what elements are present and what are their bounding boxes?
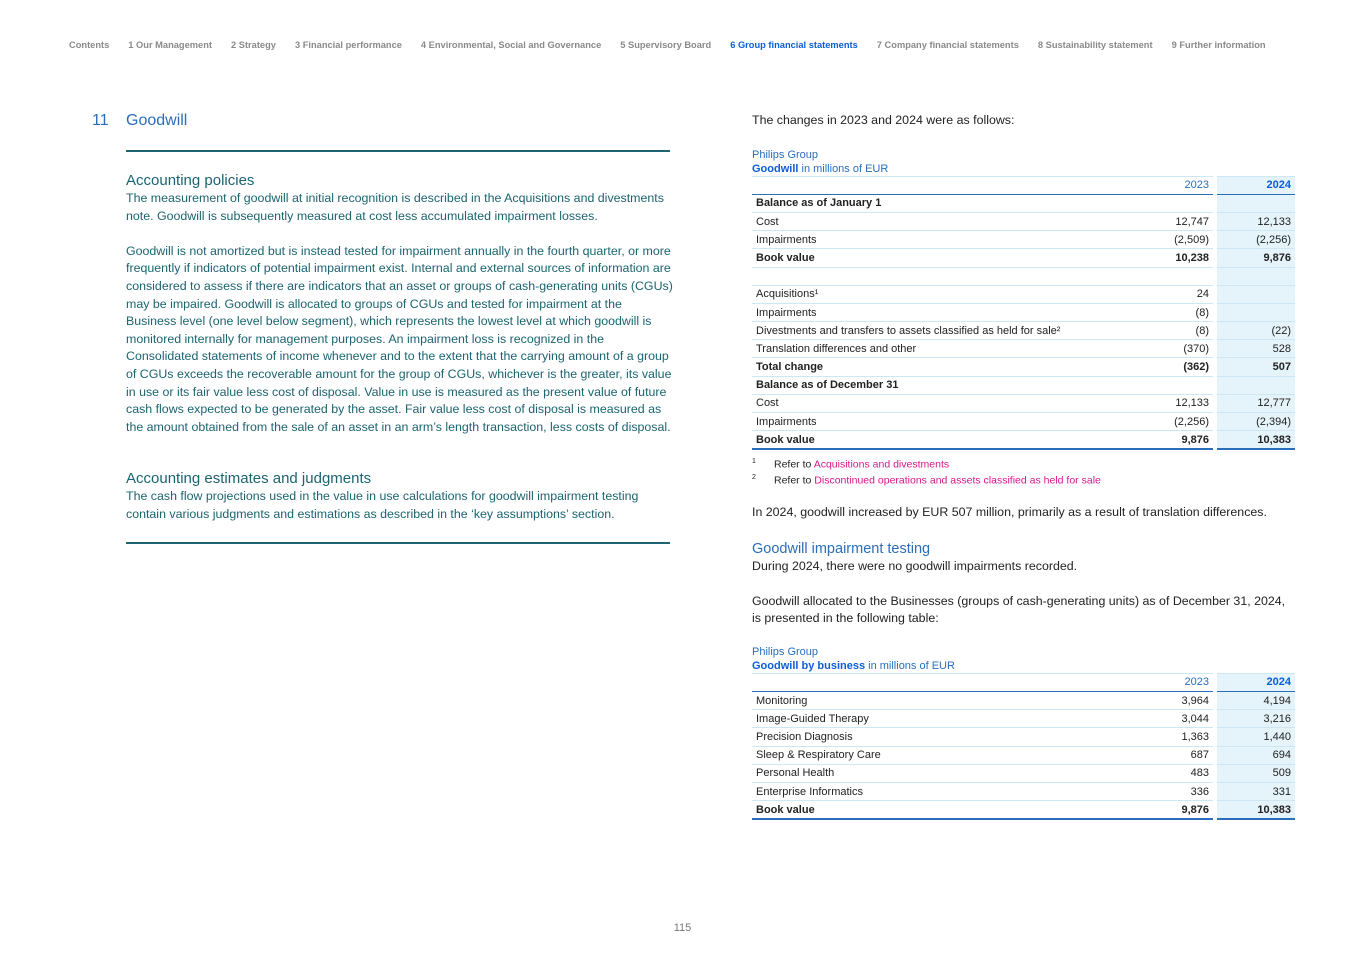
cell-value: (8) (1135, 322, 1215, 340)
cell-value: 12,133 (1215, 212, 1295, 230)
cell-value (1215, 285, 1295, 303)
cell-value: (2,509) (1135, 231, 1215, 249)
table-row (752, 358, 1295, 376)
intro-text: The changes in 2023 and 2024 were as follows: (752, 113, 1015, 127)
nav-item[interactable]: 6 Group financial statements (730, 40, 858, 50)
testing-heading: Goodwill impairment testing (752, 540, 931, 557)
cell-value: 3,216 (1215, 710, 1295, 728)
cell-value (1135, 376, 1215, 394)
col-2023: 2023 (1135, 176, 1215, 194)
cell-value: (370) (1135, 340, 1215, 358)
testing-paragraph-1: During 2024, there were no goodwill impairments recorded. (752, 558, 1078, 573)
divider (126, 150, 670, 152)
row-label: Cost (752, 394, 1135, 412)
nav-item[interactable]: 2 Strategy (231, 40, 276, 50)
footnote-text: Refer to (774, 474, 815, 487)
divider (126, 542, 670, 544)
section-title: Goodwill (126, 112, 188, 129)
table-row (752, 746, 1295, 764)
testing-paragraph-2: Goodwill allocated to the Businesses (groups of cash-generating units) as of December 31, 2024, is presented in the following table: (752, 593, 1286, 626)
table-unit: in millions of EUR (798, 162, 889, 175)
table-title-bold: Goodwill by business (752, 659, 866, 672)
row-label: Acquisitions¹ (752, 285, 1135, 303)
cell-value: 509 (1215, 764, 1295, 782)
cell-value (1215, 267, 1295, 285)
cell-value: 3,964 (1135, 692, 1215, 710)
table-title (752, 659, 1295, 673)
table-group: Philips Group (752, 645, 819, 658)
row-label: Book value (752, 801, 1135, 819)
cell-value: 1,440 (1215, 728, 1295, 746)
cell-value: 687 (1135, 746, 1215, 764)
nav-item[interactable]: 8 Sustainability statement (1037, 40, 1153, 50)
footnote-link[interactable]: Acquisitions and divestments (813, 458, 950, 471)
row-label: Impairments (752, 303, 1135, 321)
row-label: Divestments and transfers to assets classified as held for sale² (752, 322, 1135, 340)
goodwill-table-caption (752, 148, 1295, 176)
cell-value: 331 (1215, 783, 1295, 801)
cell-value: 24 (1135, 285, 1215, 303)
cell-value: 9,876 (1135, 431, 1215, 449)
cell-value: (8) (1135, 303, 1215, 321)
cell-value (1135, 194, 1215, 212)
right-column (752, 112, 1295, 820)
row-label: Impairments (752, 231, 1135, 249)
footnote-text: Refer to (774, 458, 814, 471)
row-label: Sleep & Respiratory Care (752, 746, 1135, 764)
cell-value: (22) (1215, 322, 1295, 340)
nav-item[interactable]: Contents (69, 40, 110, 50)
table-row (752, 783, 1295, 801)
table-row (752, 249, 1295, 267)
table-row (752, 710, 1295, 728)
nav-item[interactable]: 9 Further information (1171, 40, 1266, 50)
cell-value: 10,238 (1135, 249, 1215, 267)
table-row (752, 394, 1295, 412)
nav-item[interactable]: 1 Our Management (128, 40, 212, 50)
footnote (752, 455, 1295, 472)
cell-value: 336 (1135, 783, 1215, 801)
col-2024: 2024 (1215, 176, 1295, 194)
table-row (752, 212, 1295, 230)
row-label: Total change (752, 358, 1135, 376)
table-row (752, 413, 1295, 431)
cell-value (1215, 376, 1295, 394)
footnote (752, 471, 1295, 488)
cell-value (1135, 267, 1215, 285)
row-label: Translation differences and other (752, 340, 1135, 358)
cell-value: 528 (1215, 340, 1295, 358)
top-navigation (69, 40, 1285, 50)
table-row (752, 285, 1295, 303)
table-row (752, 303, 1295, 321)
estimates-heading: Accounting estimates and judgments (126, 470, 372, 487)
nav-item[interactable]: 4 Environmental, Social and Governance (420, 40, 602, 50)
cell-value: 3,044 (1135, 710, 1215, 728)
cell-value: 4,194 (1215, 692, 1295, 710)
table-row (752, 376, 1295, 394)
table-row (752, 231, 1295, 249)
row-label: Book value (752, 249, 1135, 267)
increase-text: In 2024, goodwill increased by EUR 507 million, primarily as a result of translation differences. (752, 504, 1267, 519)
cell-value: (2,256) (1215, 231, 1295, 249)
row-label: Monitoring (752, 692, 1135, 710)
cell-value: 10,383 (1215, 801, 1295, 819)
cell-value: 1,363 (1135, 728, 1215, 746)
table-row (752, 801, 1295, 819)
row-label: Image-Guided Therapy (752, 710, 1135, 728)
footnote-number: 2 (752, 474, 756, 482)
row-label: Cost (752, 212, 1135, 230)
nav-item[interactable]: 3 Financial performance (294, 40, 402, 50)
table-row (752, 194, 1295, 212)
table-title-bold: Goodwill (752, 162, 799, 175)
cell-value: 507 (1215, 358, 1295, 376)
cell-value: (362) (1135, 358, 1215, 376)
row-label: Personal Health (752, 764, 1135, 782)
accounting-estimates (126, 470, 674, 523)
table-group: Philips Group (752, 148, 819, 161)
row-label: Enterprise Informatics (752, 783, 1135, 801)
table-row (752, 764, 1295, 782)
table-row (752, 728, 1295, 746)
policies-heading: Accounting policies (126, 172, 255, 189)
footnotes (752, 455, 1295, 488)
footnote-number: 1 (752, 457, 756, 465)
row-label (752, 267, 1135, 285)
cell-value: 12,747 (1135, 212, 1215, 230)
goodwill-table (752, 176, 1295, 450)
nav-item[interactable]: 7 Company financial statements (876, 40, 1019, 50)
cell-value: (2,394) (1215, 413, 1295, 431)
col-2023: 2023 (1135, 673, 1215, 691)
cell-value (1215, 194, 1295, 212)
table-title (752, 162, 1295, 176)
row-label: Balance as of December 31 (752, 376, 1135, 394)
cell-value: 12,133 (1135, 394, 1215, 412)
cell-value: 9,876 (1135, 801, 1215, 819)
business-table-caption (752, 645, 1295, 673)
col-2024: 2024 (1215, 673, 1295, 691)
row-label: Balance as of January 1 (752, 194, 1135, 212)
accounting-policies (126, 172, 674, 436)
table-row (752, 322, 1295, 340)
policies-paragraph-2: Goodwill is not amortized but is instead tested for impairment annually in the fourth quarter, or more frequently if indicators of potential impairment exist. Internal and external sources of information are considered to assess if there are indicators that an asset or groups of cash-generating units (CGUs) may be impaired. Goodwill is allocated to groups of CGUs and tested for impairment at the Business level (one level below segment), which represents the lowest level at which goodwill is monitored internally for management purposes. An impairment loss is recognized in the Consolidated statements of income whenever and to the extent that the carrying amount of a group of CGUs exceeds the recoverable amount for the group of CGUs, whichever is the greater, its value in use or its fair value less cost of disposal. Value in use is measured as the present value of future cash flows expected to be generated by the asset. Fair value less cost of disposal is measured as the amount obtained from the sale of an asset in an arm’s length transaction, less costs of disposal. (126, 243, 673, 434)
section-number: 11 (92, 112, 109, 129)
estimates-paragraph: The cash flow projections used in the value in use calculations for goodwill impairment testing contain various judgments and estimations as described in the ‘key assumptions’ section. (126, 489, 639, 521)
cell-value: 9,876 (1215, 249, 1295, 267)
footnote-link[interactable]: Discontinued operations and assets classified as held for sale (814, 474, 1101, 487)
row-label: Impairments (752, 413, 1135, 431)
cell-value: 10,383 (1215, 431, 1295, 449)
cell-value (1215, 303, 1295, 321)
policies-paragraph-1: The measurement of goodwill at initial recognition is described in the Acquisitions and divestments note. Goodwill is subsequently measured at cost less accumulated impairment losses. (126, 191, 664, 223)
nav-item[interactable]: 5 Supervisory Board (620, 40, 712, 50)
row-label: Precision Diagnosis (752, 728, 1135, 746)
table-unit: in millions of EUR (865, 659, 955, 672)
row-label: Book value (752, 431, 1135, 449)
cell-value: (2,256) (1135, 413, 1215, 431)
table-row (752, 267, 1295, 285)
goodwill-by-business-table (752, 673, 1295, 820)
cell-value: 12,777 (1215, 394, 1295, 412)
page-number: 115 (673, 922, 692, 934)
table-row (752, 340, 1295, 358)
cell-value: 694 (1215, 746, 1295, 764)
table-row (752, 692, 1295, 710)
table-row (752, 431, 1295, 449)
cell-value: 483 (1135, 764, 1215, 782)
